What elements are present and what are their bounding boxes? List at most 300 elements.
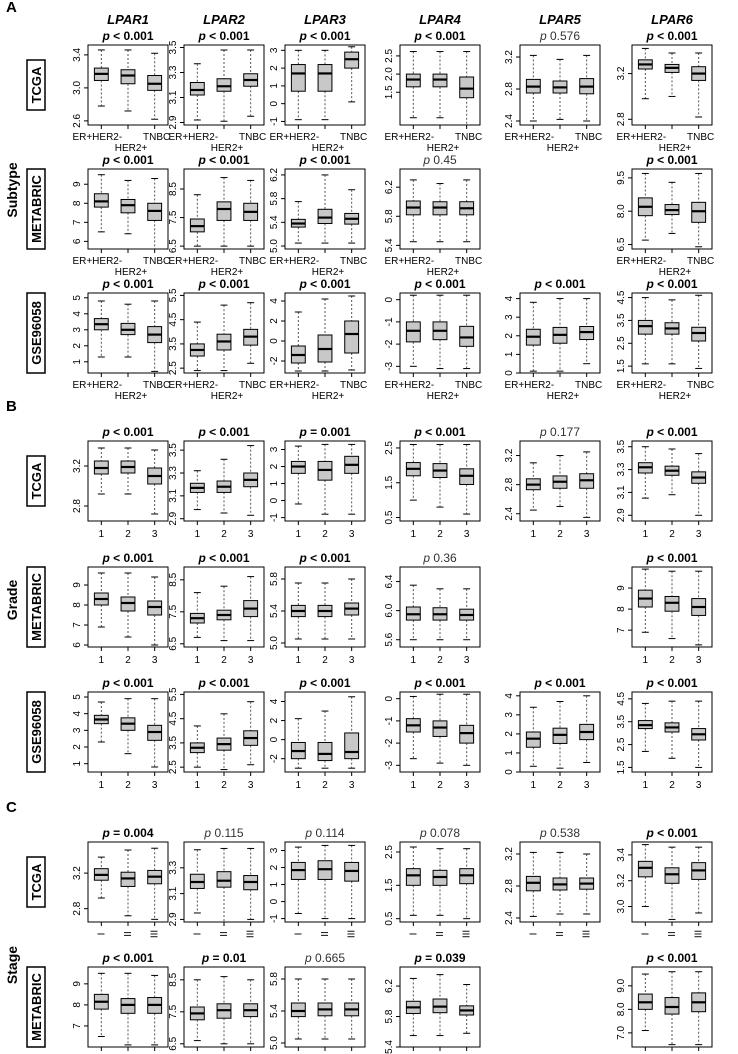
p-value-label [645,277,697,291]
y-tick-label: 2 [269,864,280,871]
p-symbol: p [414,425,426,439]
y-tick-label: 1 [72,760,83,767]
y-tick-label: 2 [269,318,280,324]
y-tick-label: 2.8 [504,82,515,96]
p-symbol: p [102,277,114,291]
p-value-label [422,153,457,167]
y-tick-label: -2 [384,738,395,748]
y-tick-label: 1 [269,881,280,888]
p-value-label [645,951,697,965]
p-value-label [101,425,153,439]
y-tick-label: 2.9 [168,511,179,526]
p-symbol: p [414,676,426,690]
x-tick-label: 2 [322,780,328,791]
x-tick-label: HER2+ [114,267,148,278]
y-tick-label: 8.5 [168,972,179,987]
p-value: < 0.001 [545,676,586,690]
y-tick-label: 3.5 [616,439,627,454]
y-tick-label: 2 [504,731,515,737]
x-tick-label: HER2+ [210,143,244,154]
boxplot-stage-tcga-lpar1 [72,826,168,938]
y-tick-label: 2.8 [616,112,627,127]
p-value: < 0.001 [209,425,250,439]
x-tick-label: TNBC [143,132,171,143]
p-value: < 0.001 [425,29,466,43]
p-symbol: p [414,29,426,43]
y-tick-label: 4.5 [616,290,627,305]
x-tick-label: ER+HER2- [168,132,219,143]
p-symbol: p [102,551,114,565]
p-symbol: p [539,826,550,840]
x-tick-label: 2 [125,655,131,666]
y-tick-label: 9 [72,981,83,987]
y-tick-label: 5.0 [269,1036,280,1050]
x-tick-label: 2 [221,655,227,666]
p-symbol: p [102,951,114,965]
boxplot-grade-gse96058-lpar1 [72,676,168,791]
x-tick-label: 3 [695,655,702,666]
p-symbol: p [198,551,210,565]
x-tick-label: HER2+ [658,391,692,402]
x-tick-label: 2 [322,655,328,666]
gene-header: LPAR3 [304,12,346,27]
x-tick-label: TNBC [239,380,267,391]
boxplot-subtype-tcga-lpar4 [384,29,482,154]
x-tick-label: I [96,932,108,936]
box [291,65,305,92]
x-tick-label: II [667,931,678,937]
x-tick-label: III [346,929,358,939]
y-tick-label: 3.5 [168,443,179,458]
boxplot-stage-metabric-lpar4 [384,951,480,1054]
y-tick-label: 0 [269,497,280,504]
y-tick-label: -2 [269,356,280,366]
y-tick-label: 8 [72,1002,83,1008]
x-tick-label: 1 [194,655,201,666]
x-tick-label: 2 [125,780,131,791]
p-value-label [413,425,465,439]
p-symbol: p [198,425,210,439]
boxplot-grade-tcga-lpar2 [168,425,264,540]
p-value-label [645,29,697,43]
y-tick-label: 2.4 [504,506,515,521]
y-tick-label: 4.5 [616,691,627,706]
x-tick-label: 3 [247,780,254,791]
boxplot-subtype-metabric-lpar2 [168,153,266,278]
p-value-label [298,425,350,439]
p-value-label [298,676,350,690]
y-tick-label: 3.3 [168,860,179,875]
boxplot-stage-tcga-lpar4 [384,826,480,938]
y-tick-label: 3.4 [72,47,83,62]
boxplot-stage-tcga-lpar6 [616,826,712,938]
p-value: < 0.001 [425,425,466,439]
p-value-label [298,277,350,291]
p-symbol: p [539,29,550,43]
boxplot-subtype-tcga-lpar6 [616,29,714,154]
boxplot-stage-metabric-lpar3 [269,951,365,1054]
x-tick-label: TNBC [687,256,715,267]
p-symbol: p [102,425,114,439]
y-tick-label: 1 [504,750,515,756]
gene-header: LPAR5 [539,12,581,27]
y-tick-label: 4 [72,311,83,317]
x-tick-label: HER2+ [210,267,244,278]
p-symbol: p [646,551,658,565]
x-tick-label: II [435,931,446,937]
boxplot-stage-metabric-lpar1 [72,951,168,1054]
boxplot-subtype-gse96058-lpar6 [616,277,714,402]
y-tick-label: 0 [269,898,280,905]
x-tick-label: 1 [295,655,302,666]
x-tick-label: ER+HER2- [72,132,123,143]
p-symbol: p [423,153,434,167]
y-tick-label: -1 [269,513,280,523]
box [345,733,359,759]
p-value: 0.114 [315,826,345,840]
p-value: < 0.001 [113,277,154,291]
y-tick-label: 2 [269,463,280,470]
x-tick-label: 2 [669,780,675,791]
boxplot-subtype-tcga-lpar3 [269,29,367,154]
y-tick-label: 5.4 [269,215,280,230]
p-symbol: p [102,153,114,167]
p-symbol: p [299,425,311,439]
y-tick-label: 6.2 [269,167,280,182]
box [460,77,474,98]
x-tick-label: 2 [557,529,563,540]
boxplot-subtype-metabric-lpar4 [384,153,482,278]
y-tick-label: 0.5 [384,510,395,525]
x-tick-label: ER+HER2- [72,380,123,391]
x-tick-label: TNBC [575,132,603,143]
y-tick-label: 3.1 [168,488,179,503]
dataset-label: GSE96058 [29,301,44,365]
boxplot-subtype-tcga-lpar1 [72,29,170,154]
x-tick-label: 2 [557,780,563,791]
boxplot-grade-metabric-lpar1 [72,551,168,666]
x-tick-label: HER2+ [658,267,692,278]
y-tick-label: 3.0 [616,899,627,914]
x-tick-label: 2 [437,655,443,666]
y-tick-label: 2.5 [168,760,179,775]
p-value: < 0.001 [209,551,250,565]
y-tick-label: 1 [269,83,280,89]
p-value: < 0.001 [425,676,466,690]
p-symbol: p [646,425,658,439]
y-tick-label: 2 [269,65,280,71]
y-tick-label: 2.5 [384,441,395,455]
y-tick-label: 2.5 [616,336,627,351]
x-tick-label: HER2+ [426,143,460,154]
x-tick-label: 2 [221,529,227,540]
p-value: = 0.039 [425,951,466,965]
y-tick-label: 3.1 [168,90,179,105]
y-tick-label: 0 [269,338,280,344]
x-tick-label: ER+HER2- [384,380,435,391]
y-tick-label: 2.9 [168,912,179,927]
x-tick-label: HER2+ [658,143,692,154]
x-tick-label: I [293,932,305,936]
p-symbol: p [646,153,658,167]
p-symbol: p [646,676,658,690]
x-tick-label: 1 [410,529,417,540]
p-value-label [203,826,243,840]
p-value: 0.36 [433,551,457,565]
y-tick-label: 0 [269,736,280,743]
y-tick-label: 1.5 [384,878,395,893]
y-tick-label: 6.5 [616,237,627,252]
y-tick-label: 3 [72,727,83,734]
factor-label: Grade [4,579,20,621]
p-value: = 0.004 [113,826,154,840]
x-tick-label: ER+HER2- [72,256,123,267]
y-tick-label: 2.8 [72,901,83,916]
x-tick-label: II [219,931,230,937]
x-tick-label: ER+HER2- [504,132,555,143]
boxplot-grade-gse96058-lpar2 [168,676,264,791]
p-value-label [645,425,697,439]
p-value-label [539,826,580,840]
y-tick-label: 7.5 [168,604,179,619]
p-value-label [197,551,249,565]
y-tick-label: 7.0 [616,1025,627,1040]
x-tick-label: I [408,932,420,936]
y-tick-label: 3 [504,712,515,718]
boxplot-stage-tcga-lpar2 [168,826,264,938]
y-tick-label: -3 [384,760,395,770]
p-symbol: p [423,551,434,565]
y-tick-label: 8.5 [168,572,179,587]
y-tick-label: 5.5 [168,288,179,303]
y-tick-label: 3 [72,327,83,333]
y-tick-label: 2.5 [384,48,395,63]
y-tick-label: 4 [504,295,515,302]
y-tick-label: 5 [72,694,83,700]
x-tick-label: TNBC [239,132,267,143]
x-tick-label: HER2+ [311,267,345,278]
y-tick-label: 9.0 [616,978,627,993]
p-value: < 0.001 [657,277,698,291]
y-tick-label: -3 [384,361,395,371]
y-tick-label: -2 [269,754,280,764]
p-symbol: p [304,951,315,965]
x-tick-label: HER2+ [311,391,345,402]
y-tick-label: 4 [269,298,280,304]
y-tick-label: 3.3 [616,462,627,477]
y-tick-label: 5 [72,295,83,301]
p-value: < 0.001 [657,826,698,840]
y-tick-label: 2.4 [504,114,515,128]
y-tick-label: 4.5 [168,312,179,327]
boxplot-subtype-gse96058-lpar3 [269,277,367,402]
y-tick-label: 2 [72,343,83,349]
box [638,861,652,876]
x-tick-label: HER2+ [546,143,580,154]
x-tick-label: ER+HER2- [616,380,667,391]
p-value-label [101,277,153,291]
y-tick-label: 2.6 [72,113,83,128]
boxplot-grade-metabric-lpar3 [269,551,365,666]
x-tick-label: 1 [295,780,302,791]
boxplot-subtype-gse96058-lpar5 [504,277,602,402]
y-tick-label: 1 [504,351,515,358]
gene-header: LPAR4 [419,12,461,27]
p-symbol: p [539,425,550,439]
p-value-label [645,676,697,690]
x-tick-label: TNBC [143,380,171,391]
x-tick-label: 1 [530,529,537,540]
x-tick-label: TNBC [143,256,171,267]
p-value-label [533,676,585,690]
p-symbol: p [646,29,658,43]
p-symbol: p [299,153,311,167]
y-tick-label: 3.2 [504,448,515,463]
box [406,869,420,886]
p-symbol: p [198,676,210,690]
x-tick-label: TNBC [239,256,267,267]
panel-letter: C [6,799,17,816]
box [318,65,332,92]
p-value-label [539,29,580,43]
p-value-label [298,153,350,167]
y-tick-label: 3 [269,446,280,453]
x-tick-label: 1 [98,780,105,791]
boxplot-grade-gse96058-lpar3 [269,676,365,791]
p-value-label [298,29,350,43]
y-tick-label: 3.5 [616,714,627,729]
y-tick-label: 0 [384,296,395,303]
box [665,998,679,1014]
box [217,202,231,221]
p-symbol: p [299,551,311,565]
y-tick-label: 7.5 [168,210,179,225]
box [291,1003,305,1017]
x-tick-label: 3 [151,780,158,791]
p-symbol: p [414,951,426,965]
x-tick-label: TNBC [687,380,715,391]
x-tick-label: ER+HER2- [384,132,435,143]
p-value-label [413,277,465,291]
box [692,202,706,222]
y-tick-label: 7 [72,622,83,628]
y-tick-label: 1.5 [384,85,395,100]
p-symbol: p [299,29,311,43]
p-symbol: p [201,951,213,965]
box [217,872,231,887]
p-value: < 0.001 [113,425,154,439]
y-tick-label: 5.8 [269,972,280,986]
p-symbol: p [299,676,311,690]
boxplot-stage-metabric-lpar2 [168,951,264,1054]
x-tick-label: HER2+ [426,267,460,278]
y-tick-label: 3 [269,47,280,54]
x-tick-label: ER+HER2- [384,256,435,267]
p-value: 0.538 [549,826,581,840]
y-tick-label: 8 [72,200,83,207]
x-tick-label: ER+HER2- [616,132,667,143]
x-tick-label: III [461,929,473,939]
x-tick-label: 3 [348,655,355,666]
dataset-label: TCGA [29,66,44,104]
x-tick-label: III [581,929,593,939]
y-tick-label: 0 [504,370,515,376]
p-value-label [419,826,460,840]
y-tick-label: 3.5 [616,313,627,328]
p-value-label [298,551,350,565]
p-symbol: p [419,826,430,840]
x-tick-label: II [123,931,134,937]
y-tick-label: 4 [504,693,515,699]
gene-header: LPAR1 [107,12,149,27]
y-tick-label: 8 [72,602,83,608]
p-value-label [533,277,585,291]
p-symbol: p [414,277,426,291]
x-tick-label: 1 [642,529,649,540]
p-symbol: p [534,277,546,291]
boxplot-grade-gse96058-lpar5 [504,676,600,791]
p-value: < 0.001 [209,29,250,43]
y-tick-label: 6 [72,642,83,648]
x-tick-label: 3 [583,780,590,791]
p-value: < 0.001 [657,425,698,439]
x-tick-label: HER2+ [426,391,460,402]
p-value-label [197,277,249,291]
p-value: < 0.001 [113,551,154,565]
p-value-label [101,551,153,565]
x-tick-label: TNBC [455,256,483,267]
p-symbol: p [646,826,658,840]
box [190,83,204,96]
x-tick-label: ER+HER2- [269,132,320,143]
y-tick-label: -1 [269,116,280,126]
boxplot-stage-tcga-lpar5 [504,826,600,938]
p-symbol: p [198,153,210,167]
dataset-label: METABRIC [29,175,44,243]
x-tick-label: 2 [437,529,443,540]
y-tick-label: 1.5 [616,760,627,775]
boxplot-grade-metabric-lpar2 [168,551,264,666]
y-tick-label: 4 [269,698,280,705]
p-value: < 0.001 [209,277,250,291]
factor-label: Subtype [4,162,20,218]
boxplot-grade-tcga-lpar3 [269,425,365,540]
y-tick-label: 5.4 [269,604,280,618]
x-tick-label: 3 [463,655,470,666]
p-value-label [197,29,249,43]
box [217,79,231,92]
boxplot-grade-metabric-lpar6 [616,551,712,666]
dataset-label: METABRIC [29,973,44,1041]
y-tick-label: 8.0 [616,1002,627,1017]
p-value: < 0.001 [657,153,698,167]
p-value: < 0.001 [545,277,586,291]
p-value-label [197,676,249,690]
x-tick-label: 3 [463,529,470,540]
p-value: 0.078 [429,826,461,840]
dataset-label: GSE96058 [29,700,44,764]
boxplot-grade-tcga-lpar6 [616,425,712,540]
x-tick-label: III [693,929,705,939]
p-symbol: p [102,676,114,690]
gene-header: LPAR6 [651,12,693,27]
y-tick-label: 0 [504,769,515,775]
x-tick-label: TNBC [340,132,368,143]
p-value-label [422,551,457,565]
p-symbol: p [534,676,546,690]
x-tick-label: TNBC [687,132,715,143]
y-tick-label: 5.8 [269,572,280,586]
